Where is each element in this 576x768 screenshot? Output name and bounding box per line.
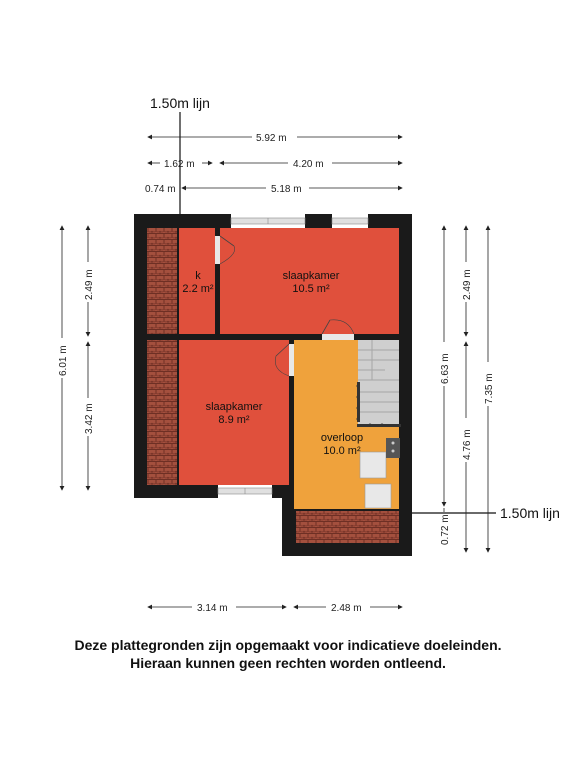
- dimension-top-left: [148, 159, 212, 170]
- interior-wall-overloop-bottom: [294, 509, 399, 511]
- room-k-name: k: [195, 270, 201, 282]
- dimension-left-total: [58, 226, 69, 490]
- svg-text:5.18 m: 5.18 m: [271, 184, 302, 195]
- svg-text:1.62 m: 1.62 m: [164, 159, 195, 170]
- room-overloop-name: overloop: [320, 432, 364, 444]
- dimension-right-lower: [462, 342, 473, 552]
- room-overloop-area: 10.0 m²: [323, 445, 361, 457]
- dimension-right-total: [484, 226, 495, 552]
- dimension-top-total: [148, 133, 402, 144]
- right-lijn-label: 1.50m lijn: [500, 505, 560, 521]
- svg-text:7.35 m: 7.35 m: [484, 373, 495, 404]
- room-slaapkamer-bottom-name: slaapkamer: [205, 401, 263, 413]
- svg-text:6.63 m: 6.63 m: [440, 353, 451, 384]
- svg-text:3.14 m: 3.14 m: [197, 603, 228, 614]
- interior-wall-horizontal: [147, 334, 399, 340]
- svg-text:0.74 m: 0.74 m: [145, 184, 176, 195]
- svg-text:2.49 m: 2.49 m: [462, 269, 473, 300]
- svg-text:3.42 m: 3.42 m: [84, 403, 95, 434]
- room-k-area: 2.2 m²: [182, 283, 214, 295]
- dryer-appliance: [365, 484, 391, 508]
- dimension-bottom-right: [294, 603, 402, 614]
- staircase: [357, 340, 402, 427]
- disclaimer-line-1: Deze plattegronden zijn opgemaakt voor indicatieve doeleinden.: [74, 637, 502, 653]
- interior-wall-tiles-left: [177, 228, 179, 485]
- svg-text:0.72 m: 0.72 m: [440, 514, 451, 545]
- roof-tiles-bottom: [296, 511, 399, 543]
- dimension-top-right: [220, 159, 402, 170]
- svg-text:2.48 m: 2.48 m: [331, 603, 362, 614]
- svg-text:6.01 m: 6.01 m: [58, 345, 69, 376]
- dimension-left-upper: [84, 226, 95, 336]
- window-top-right: [332, 214, 368, 228]
- dimension-left-lower: [84, 342, 95, 490]
- dimension-right-upper: [462, 226, 473, 336]
- washer-appliance: [360, 452, 386, 478]
- window-top-left: [231, 214, 305, 228]
- dimension-bottom-left: [148, 603, 286, 614]
- room-slaapkamer-bottom-area: 8.9 m²: [218, 414, 250, 426]
- disclaimer-line-2: Hieraan kunnen geen rechten worden ontleend.: [130, 655, 446, 671]
- room-slaapkamer-top-area: 10.5 m²: [292, 283, 330, 295]
- boiler-appliance: [386, 438, 400, 458]
- svg-text:4.76 m: 4.76 m: [462, 429, 473, 460]
- window-bottom: [218, 485, 272, 498]
- roof-tiles-left: [147, 228, 177, 485]
- svg-text:4.20 m: 4.20 m: [293, 159, 324, 170]
- top-lijn-label: 1.50m lijn: [150, 95, 210, 111]
- svg-text:2.49 m: 2.49 m: [84, 269, 95, 300]
- room-slaapkamer-top-name: slaapkamer: [282, 270, 340, 282]
- dimension-top-small: [145, 184, 402, 195]
- svg-text:5.92 m: 5.92 m: [256, 133, 287, 144]
- dimension-right-mid: [440, 226, 451, 506]
